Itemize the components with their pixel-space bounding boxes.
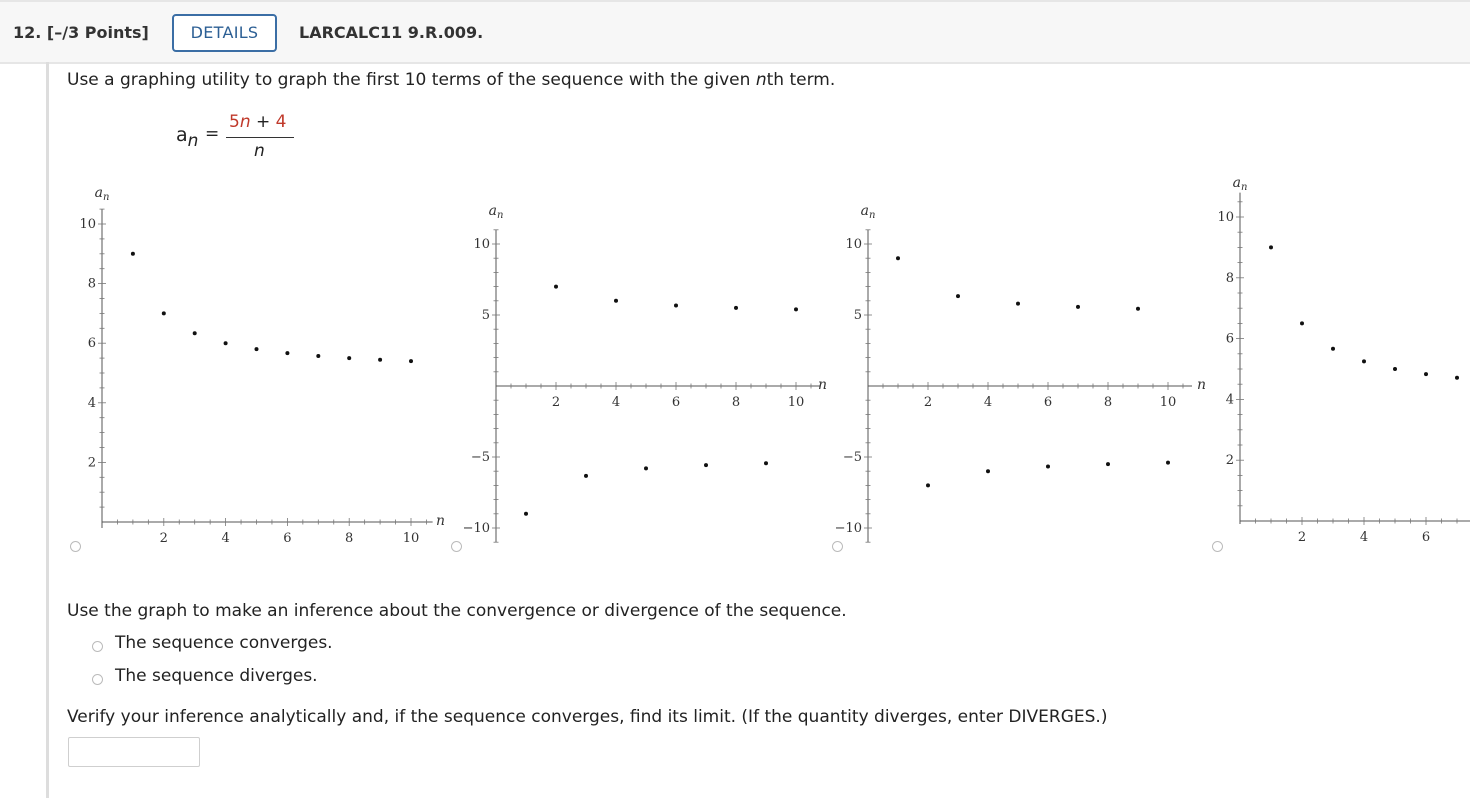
convergence-question: Use the graph to make an inference about the convergence or divergence of the sequence. [67,601,847,621]
y-axis-label: $a_n$ [488,203,504,221]
data-point [986,469,990,473]
x-tick-label: 10 [1159,395,1177,410]
x-tick-label: 6 [1043,395,1053,410]
y-tick-label: −10 [462,521,490,536]
data-point [1016,302,1020,306]
data-point [584,474,588,478]
y-tick-label: 6 [87,336,96,352]
converges-radio[interactable] [92,641,103,652]
data-point [409,359,413,363]
data-point [614,299,618,303]
x-tick-label: 4 [983,395,993,410]
data-point [1331,347,1335,351]
limit-answer-input[interactable] [68,737,200,767]
x-tick-label: 10 [787,395,805,410]
y-tick-label: 5 [481,308,490,323]
x-tick-label: 6 [671,395,681,410]
x-tick-label: 2 [923,395,933,410]
formula-equals: = [205,124,220,144]
graph-svg [825,170,1205,560]
data-point [644,466,648,470]
y-tick-label: 5 [853,308,862,323]
y-tick-label: 10 [473,237,490,252]
y-tick-label: 2 [1225,453,1234,469]
choice-converges[interactable] [92,633,333,653]
graph-option-1-radio[interactable] [70,541,81,552]
data-point [1136,307,1140,311]
prompt-text-post: th term. [766,70,836,90]
x-tick-label: 4 [611,395,621,410]
graph-svg [1206,170,1470,560]
data-point [764,461,768,465]
graph-option-2-radio[interactable] [451,541,462,552]
limit-question: Verify your inference analytically and, if the sequence converges, find its limit. (If the quantity diverges, enter DIVERGES.) [67,707,1108,727]
details-button[interactable]: DETAILS [172,14,277,52]
data-point [956,294,960,298]
graph-svg [62,170,446,560]
y-tick-label: −5 [470,450,490,465]
y-axis-label: $a_n$ [94,185,110,203]
y-axis-label: $a_n$ [1232,175,1248,193]
data-point [1269,245,1273,249]
converges-label: The sequence converges. [115,633,333,653]
prompt-text-n: n [755,70,767,90]
graph-option-1 [62,170,446,560]
diverges-radio[interactable] [92,674,103,685]
x-tick-label: 2 [551,395,561,410]
diverges-label: The sequence diverges. [115,666,318,686]
y-tick-label: 8 [87,276,96,292]
data-point [224,341,228,345]
choice-diverges[interactable] [92,666,318,686]
graph-option-3-radio[interactable] [832,541,843,552]
data-point [255,347,259,351]
data-point [1300,321,1304,325]
data-point [285,351,289,355]
x-tick-label: 8 [345,531,354,546]
question-prompt [67,70,835,90]
formula-denominator: n [254,141,265,161]
y-tick-label: 10 [845,237,862,252]
y-tick-label: −5 [842,450,862,465]
data-point [896,256,900,260]
question-number: 12. [–/3 Points] [13,23,149,42]
y-axis-label: $a_n$ [860,203,876,221]
graph-option-3 [825,170,1205,560]
graph-svg [444,170,828,560]
y-tick-label: 8 [1225,270,1234,286]
graph-option-4-radio[interactable] [1212,541,1223,552]
x-tick-label: 2 [159,531,168,546]
x-tick-label: 4 [221,531,230,546]
y-tick-label: 4 [1225,392,1234,408]
sequence-formula [170,110,310,162]
question-reference: LARCALC11 9.R.009. [299,23,484,42]
x-tick-label: 2 [1297,530,1307,545]
graph-option-2 [444,170,828,560]
y-tick-label: 4 [87,395,96,411]
y-tick-label: 10 [79,217,96,232]
x-axis-label: n [436,513,446,529]
data-point [1166,461,1170,465]
data-point [674,304,678,308]
prompt-text-pre: Use a graphing utility to graph the first 10 terms of the sequence with the given [67,70,756,90]
x-tick-label: 6 [1421,530,1431,545]
data-point [162,311,166,315]
data-point [1106,462,1110,466]
data-point [131,252,135,256]
data-point [193,331,197,335]
question-header [0,0,1470,64]
data-point [1046,464,1050,468]
formula-fraction-bar [226,137,294,138]
data-point [1393,367,1397,371]
data-point [378,358,382,362]
data-point [347,356,351,360]
data-point [316,354,320,358]
question-left-border [46,62,49,798]
formula-lhs: $a_n$ [176,124,199,151]
data-point [734,306,738,310]
data-point [1424,372,1428,376]
data-point [926,483,930,487]
y-tick-label: 2 [87,455,96,471]
x-tick-label: 10 [402,531,420,546]
data-point [1076,305,1080,309]
x-axis-label: n [1197,377,1207,393]
data-point [1455,376,1459,380]
y-tick-label: 10 [1217,210,1234,225]
x-tick-label: 6 [283,531,292,546]
y-tick-label: 6 [1225,331,1234,347]
y-tick-label: −10 [834,521,862,536]
data-point [704,463,708,467]
data-point [1362,359,1366,363]
formula-numerator: 5n + 4 [229,112,287,132]
data-point [524,512,528,516]
x-tick-label: 8 [731,395,741,410]
x-axis-label: n [818,377,828,393]
data-point [794,307,798,311]
x-tick-label: 8 [1103,395,1113,410]
x-tick-label: 4 [1359,530,1369,545]
graph-option-4 [1206,170,1470,560]
data-point [554,285,558,289]
